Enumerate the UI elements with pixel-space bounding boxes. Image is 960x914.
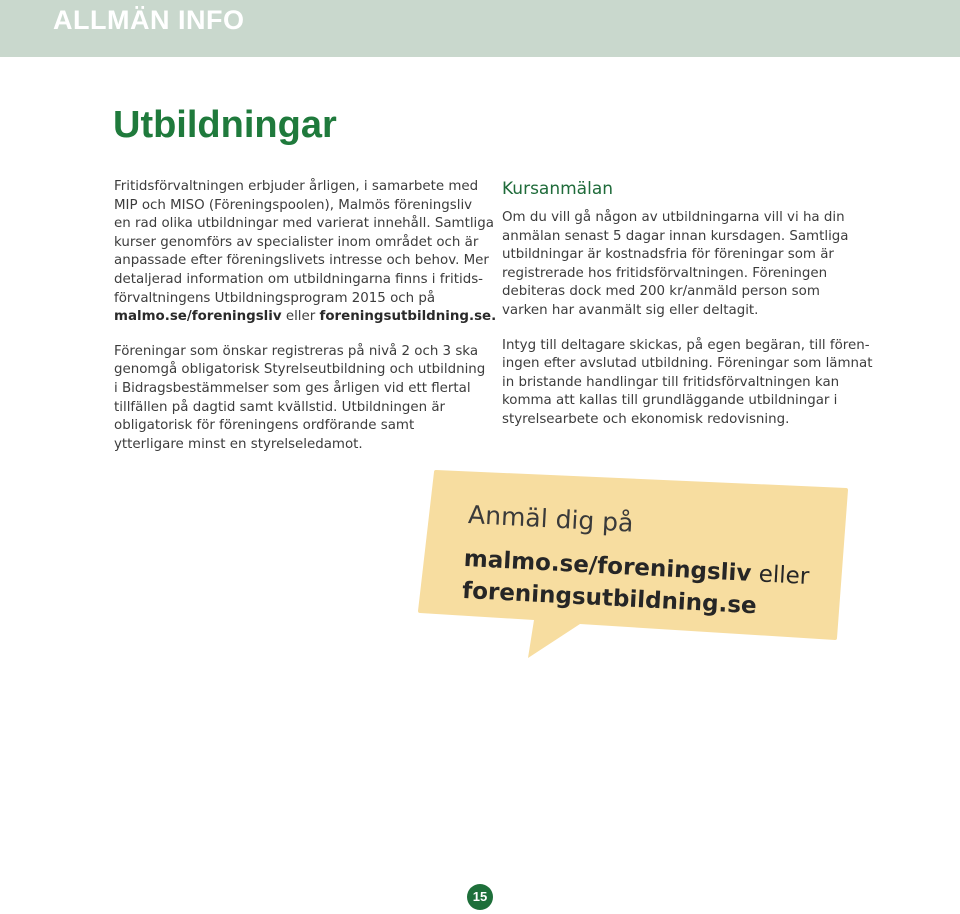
left-column — [114, 178, 497, 470]
text-line: förvaltningens Utbildningsprogram 2015 och på — [114, 290, 436, 306]
callout-malmo-link[interactable]: malmo.se/foreningsliv — [463, 545, 753, 587]
text-line: styrelsearbete och ekonomisk redovisning. — [502, 411, 790, 427]
text-line: i Bidragsbestämmelser som ges årligen vid ett flertal — [114, 380, 471, 396]
certificate-paragraph — [502, 337, 873, 430]
right-column — [502, 178, 873, 446]
text-line: en rad olika utbildningar med varierat innehåll. Samtliga — [114, 216, 494, 232]
text-line: utbildningar är kostnadsfria för föreningar som är — [502, 247, 834, 263]
text-line: Föreningar som önskar registreras på nivå 2 och 3 ska — [114, 343, 479, 359]
callout-text — [422, 480, 840, 661]
text-line: debiteras dock med 200 kr/anmäld person som — [502, 284, 820, 300]
text-line: tillfällen på dagtid samt kvällstid. Utbildningen är — [114, 399, 446, 415]
text-line: varken har avanmält sig eller deltagit. — [502, 302, 759, 318]
callout-intro: Anmäl dig på — [467, 500, 635, 538]
malmo-link[interactable]: malmo.se/foreningsliv — [114, 309, 282, 325]
text-line: detaljerad information om utbildningarna finns i fritids- — [114, 271, 484, 287]
text-line: Intyg till deltagare skickas, på egen begäran, till fören- — [502, 337, 870, 353]
foreningsutbildning-link[interactable]: foreningsutbildning.se. — [319, 309, 497, 325]
text-line: kurser genomförs av specialister inom området och är — [114, 234, 479, 250]
link-joiner: eller — [281, 309, 320, 325]
text-line: MIP och MISO (Föreningspoolen), Malmös föreningsliv — [114, 197, 473, 213]
page-number-badge: 15 — [467, 884, 493, 910]
text-line: ytterligare minst en styrelseledamot. — [114, 436, 363, 452]
text-line: komma att kallas till grundläggande utbildningar i — [502, 393, 838, 409]
text-line: obligatorisk för föreningens ordförande samt — [114, 418, 415, 434]
kursanmalan-heading: Kursanmälan — [502, 179, 614, 199]
text-line: Fritidsförvaltningen erbjuder årligen, i samarbete med — [114, 179, 479, 194]
section-label: ALLMÄN INFO — [53, 5, 245, 35]
signup-paragraph — [502, 209, 847, 321]
text-line: registrerade hos fritidsförvaltningen. Föreningen — [502, 265, 828, 281]
intro-paragraph — [114, 178, 497, 327]
text-line: in bristande handlingar till fritidsförvaltningen kan — [502, 374, 840, 390]
text-line: Om du vill gå någon av utbildningarna vill vi ha din — [502, 210, 845, 225]
registration-paragraph — [114, 343, 486, 455]
page-title: Utbildningar — [113, 104, 337, 146]
text-line: anmälan senast 5 dagar innan kursdagen. Samtliga — [502, 228, 849, 244]
text-line: ingen efter avslutad utbildning. Föreningar som lämnat — [502, 356, 873, 372]
links-line — [114, 308, 497, 327]
callout-joiner: eller — [750, 560, 810, 590]
text-line: anpassade efter föreningslivets intresse och behov. Mer — [114, 253, 489, 269]
text-line: genomgå obligatorisk Styrelseutbildning och utbildning — [114, 362, 486, 378]
callout-foreningsutbildning-link[interactable]: foreningsutbildning.se — [461, 577, 758, 620]
